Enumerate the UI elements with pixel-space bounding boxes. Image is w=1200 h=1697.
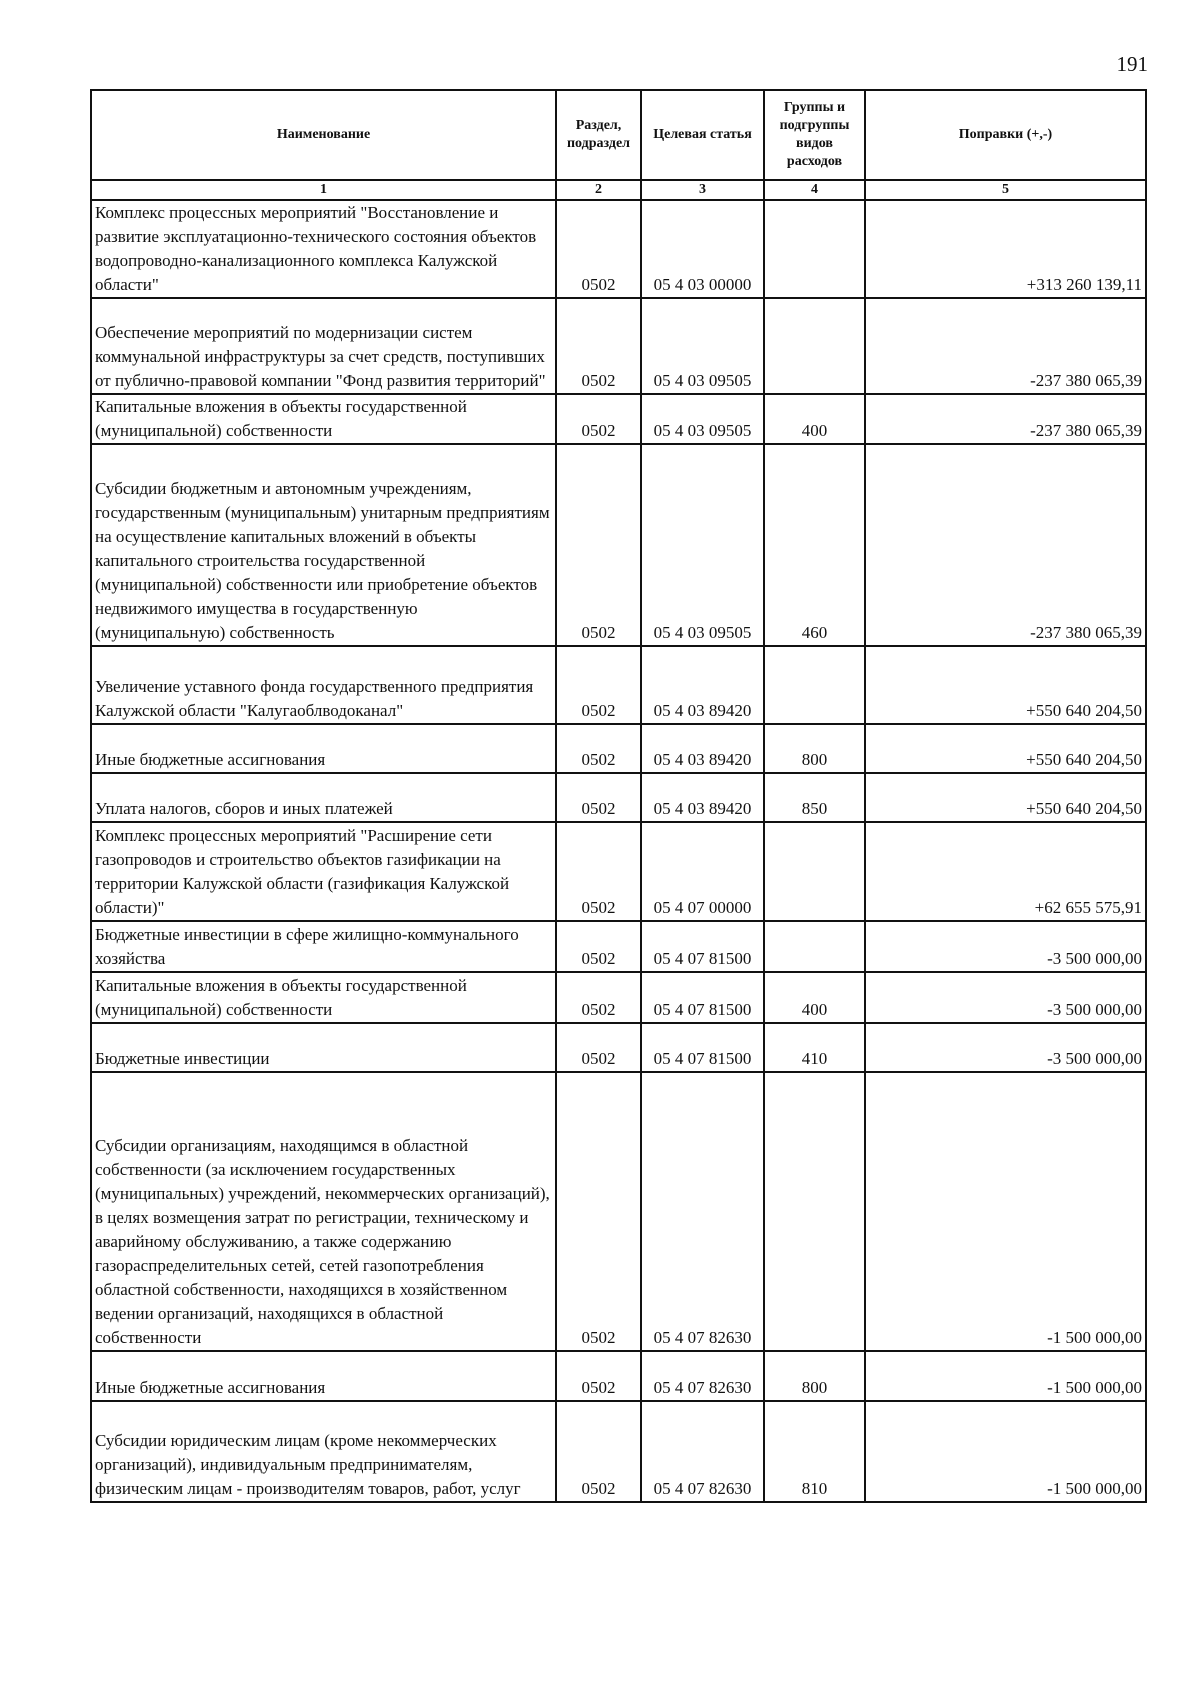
- row-target: 05 4 03 89420: [641, 724, 764, 773]
- row-group: [764, 298, 865, 394]
- row-group: [764, 646, 865, 724]
- row-name: Бюджетные инвестиции: [91, 1023, 556, 1072]
- row-target: 05 4 03 89420: [641, 646, 764, 724]
- column-number: 3: [641, 180, 764, 200]
- row-group: 850: [764, 773, 865, 822]
- row-section: 0502: [556, 724, 641, 773]
- row-target: 05 4 07 82630: [641, 1351, 764, 1401]
- table-row: [91, 822, 1146, 921]
- row-section: 0502: [556, 822, 641, 921]
- row-amount: -237 380 065,39: [865, 298, 1146, 394]
- header-amount: Поправки (+,-): [865, 90, 1146, 180]
- row-section: 0502: [556, 773, 641, 822]
- column-number: 2: [556, 180, 641, 200]
- row-name: Комплекс процессных мероприятий "Восстановление и развитие эксплуатационно-технического состояния объектов водопроводно-канализационного комплекса Калужской области": [91, 200, 556, 298]
- row-target: 05 4 03 09505: [641, 394, 764, 444]
- row-group: [764, 200, 865, 298]
- row-amount: -3 500 000,00: [865, 1023, 1146, 1072]
- row-amount: -237 380 065,39: [865, 394, 1146, 444]
- header-row: [91, 90, 1146, 180]
- table-row: [91, 921, 1146, 972]
- table-row: [91, 298, 1146, 394]
- row-amount: -1 500 000,00: [865, 1401, 1146, 1502]
- row-group: [764, 822, 865, 921]
- row-section: 0502: [556, 646, 641, 724]
- row-amount: +62 655 575,91: [865, 822, 1146, 921]
- header-name: Наименование: [91, 90, 556, 180]
- row-section: 0502: [556, 972, 641, 1023]
- row-amount: -1 500 000,00: [865, 1072, 1146, 1351]
- row-name: Иные бюджетные ассигнования: [91, 1351, 556, 1401]
- table-row: [91, 972, 1146, 1023]
- row-name: Капитальные вложения в объекты государственной (муниципальной) собственности: [91, 972, 556, 1023]
- row-section: 0502: [556, 394, 641, 444]
- row-group: 810: [764, 1401, 865, 1502]
- row-name: Капитальные вложения в объекты государственной (муниципальной) собственности: [91, 394, 556, 444]
- row-name: Увеличение уставного фонда государственного предприятия Калужской области "Калугаоблводоканал": [91, 646, 556, 724]
- row-name: Субсидии юридическим лицам (кроме некоммерческих организаций), индивидуальным предпринимателям, физическим лицам - производителям товаров, работ, услуг: [91, 1401, 556, 1502]
- table-row: [91, 1023, 1146, 1072]
- header-section: Раздел, подраздел: [556, 90, 641, 180]
- row-amount: +550 640 204,50: [865, 773, 1146, 822]
- row-name: Обеспечение мероприятий по модернизации систем коммунальной инфраструктуры за счет средств, поступивших от публично-правовой компании "Фонд развития территорий": [91, 298, 556, 394]
- table-row: [91, 200, 1146, 298]
- row-amount: +550 640 204,50: [865, 724, 1146, 773]
- row-amount: -3 500 000,00: [865, 921, 1146, 972]
- row-section: 0502: [556, 1351, 641, 1401]
- table-row: [91, 1351, 1146, 1401]
- row-section: 0502: [556, 1072, 641, 1351]
- row-target: 05 4 03 09505: [641, 444, 764, 646]
- table-row: [91, 1401, 1146, 1502]
- row-target: 05 4 07 82630: [641, 1401, 764, 1502]
- header-groups: Группы и подгруппы видов расходов: [764, 90, 865, 180]
- row-target: 05 4 03 09505: [641, 298, 764, 394]
- row-name: Уплата налогов, сборов и иных платежей: [91, 773, 556, 822]
- row-target: 05 4 07 00000: [641, 822, 764, 921]
- column-number: 4: [764, 180, 865, 200]
- header-target: Целевая статья: [641, 90, 764, 180]
- row-group: 410: [764, 1023, 865, 1072]
- row-name: Субсидии организациям, находящимся в областной собственности (за исключением государственных (муниципальных) учреждений, некоммерческих организаций), в целях возмещения затрат по регистрации, техническому и аварийному обслуживанию, а также содержанию газораспределительных сетей, сетей газопотребления областной собственности, находящихся в хозяйственном ведении организаций, находящихся в областной собственности: [91, 1072, 556, 1351]
- table-row: [91, 1072, 1146, 1351]
- row-section: 0502: [556, 444, 641, 646]
- row-amount: -237 380 065,39: [865, 444, 1146, 646]
- row-section: 0502: [556, 921, 641, 972]
- row-target: 05 4 03 89420: [641, 773, 764, 822]
- table-row: [91, 773, 1146, 822]
- table-row: [91, 444, 1146, 646]
- row-target: 05 4 07 81500: [641, 1023, 764, 1072]
- row-name: Субсидии бюджетным и автономным учреждениям, государственным (муниципальным) унитарным предприятиям на осуществление капитальных вложений в объекты капитального строительства государственной (муниципальной) собственности или приобретение объектов недвижимого имущества в государственную (муниципальную) собственность: [91, 444, 556, 646]
- table-row: [91, 394, 1146, 444]
- row-target: 05 4 07 82630: [641, 1072, 764, 1351]
- column-number-row: [91, 180, 1146, 200]
- row-group: 400: [764, 972, 865, 1023]
- row-group: 400: [764, 394, 865, 444]
- row-target: 05 4 07 81500: [641, 972, 764, 1023]
- row-name: Иные бюджетные ассигнования: [91, 724, 556, 773]
- row-section: 0502: [556, 1401, 641, 1502]
- row-group: [764, 921, 865, 972]
- page-number: 191: [1116, 52, 1148, 76]
- table-row: [91, 724, 1146, 773]
- row-section: 0502: [556, 200, 641, 298]
- row-name: Комплекс процессных мероприятий "Расширение сети газопроводов и строительство объектов газификации на территории Калужской области (газификация Калужской области)": [91, 822, 556, 921]
- row-amount: +313 260 139,11: [865, 200, 1146, 298]
- row-section: 0502: [556, 1023, 641, 1072]
- row-group: 460: [764, 444, 865, 646]
- row-amount: +550 640 204,50: [865, 646, 1146, 724]
- row-group: 800: [764, 724, 865, 773]
- table-row: [91, 646, 1146, 724]
- column-number: 1: [91, 180, 556, 200]
- column-number: 5: [865, 180, 1146, 200]
- row-amount: -1 500 000,00: [865, 1351, 1146, 1401]
- row-name: Бюджетные инвестиции в сфере жилищно-коммунального хозяйства: [91, 921, 556, 972]
- row-group: [764, 1072, 865, 1351]
- row-amount: -3 500 000,00: [865, 972, 1146, 1023]
- row-target: 05 4 03 00000: [641, 200, 764, 298]
- row-group: 800: [764, 1351, 865, 1401]
- budget-amendments-table: [90, 89, 1147, 1503]
- row-section: 0502: [556, 298, 641, 394]
- row-target: 05 4 07 81500: [641, 921, 764, 972]
